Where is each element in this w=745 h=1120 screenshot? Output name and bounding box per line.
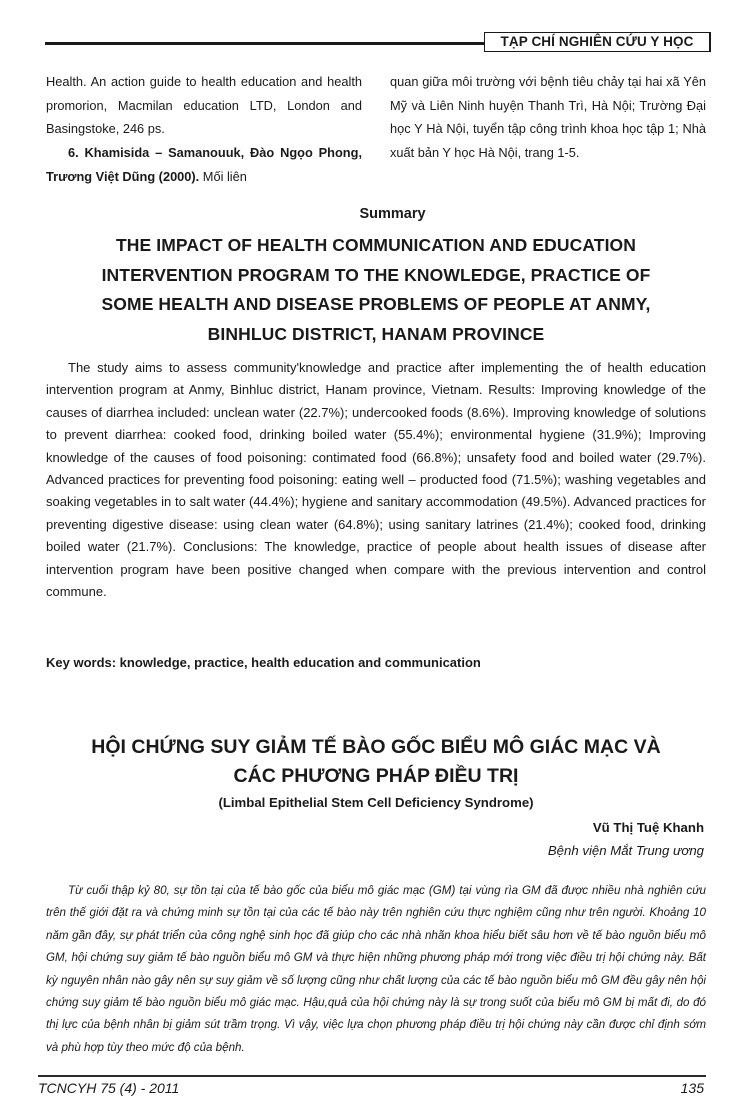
summary-title: [46, 231, 706, 349]
article-author: Vũ Thị Tuệ Khanh: [592, 820, 704, 835]
footer-rule: [38, 1075, 706, 1077]
references-right-column: [390, 70, 706, 165]
header-rule: [45, 42, 485, 45]
journal-name: TẠP CHÍ NGHIÊN CỨU Y HỌC: [484, 32, 711, 52]
summary-title-line: THE IMPACT OF HEALTH COMMUNICATION AND EDUCATION: [115, 235, 637, 255]
reference-6: [46, 141, 362, 188]
article-subtitle: (Limbal Epithelial Stem Cell Deficiency Syndrome): [218, 795, 534, 810]
references-left-column: [46, 70, 362, 189]
summary-label: Summary: [359, 206, 426, 222]
footer-issue: TCNCYH 75 (4) - 2011: [38, 1080, 180, 1096]
article-title-line: CÁC PHƯƠNG PHÁP ĐIỀU TRỊ: [233, 765, 519, 787]
page-number: 135: [680, 1080, 704, 1096]
summary-title-line: BINHLUC DISTRICT, HANAM PROVINCE: [207, 323, 545, 344]
article-affiliation: Bệnh viện Mắt Trung ương: [547, 843, 704, 858]
reference-continuation: Health. An action guide to health education and health promorion, Macmilan education LTD, London and Basingstoke, 246 ps.: [46, 74, 362, 137]
summary-abstract: The study aims to assess community'knowledge and practice after implementing the of health education intervention program at Anmy, Binhluc district, Hanam province, Vietnam. Results: Improving knowledge of the causes of diarrhea included: unclean water (22.7%); undercooked foods (8.6%). Improving knowledge of solutions to prevent diarrhea: cooked food, drinking boiled water (55.4%); environmental hygiene (31.9%); Improving knowledge of the causes of food poisoning: contimated food (66.8%); unsafety food and boiled water (29.7%). Advanced practices for preventing food poisoning: eating well – producted food (71.5%); washing vegetables and soaking vegetables in to salt water (44.4%); hygiene and sanitary accommodation (49.5%). Advanced practices for preventing digestive disease: using clean water (64.8%); using sanitary latrines (21.4%); cooked food, drinking boiled water (21.7%). Conclusions: The knowledge, practice of people about health issues of disease after intervention program have been positive changed when compare with the previous intervention and control commune.: [46, 360, 706, 600]
reference-6-continuation: quan giữa môi trường với bệnh tiêu chảy tại hai xã Yên Mỹ và Liên Ninh huyện Thanh Trì, Hà Nội; Trường Đại học Y Hà Nội, tuyển tập công trình khoa học tập 1; Nhà xuất bản Y học Hà Nội, trang 1-5.: [390, 74, 706, 161]
keywords: Key words: knowledge, practice, health education and communication: [46, 655, 481, 670]
article-title-line: HỘI CHỨNG SUY GIẢM TẾ BÀO GỐC BIỂU MÔ GIÁC MẠC VÀ: [91, 736, 661, 758]
article-title: [46, 733, 706, 791]
summary-title-line: SOME HEALTH AND DISEASE PROBLEMS OF PEOPLE AT ANMY,: [101, 294, 651, 314]
summary-title-line: INTERVENTION PROGRAM TO THE KNOWLEDGE, PRACTICE OF: [101, 264, 651, 285]
article-abstract: Từ cuối thập kỷ 80, sự tồn tại của tế bào gốc của biểu mô giác mạc (GM) tại vùng rìa GM đã được nhiều nhà nghiên cứu trên thế giới đặt ra và chứng minh sự tồn tại của các tế bào này trên nghiên cứu thực nghiệm cũng như trên người. Khoảng 10 năm gần đây, sự phát triển của công nghệ sinh học đã giúp cho các nhà nhãn khoa hiểu biết sâu hơn về tế bào nguồn biểu mô GM, hội chứng suy giảm tế bào nguồn biểu mô GM và thực hiện những phương pháp mới trong việc điều trị hội chứng này. Bất kỳ nguyên nhân nào gây nên sự suy giảm về số lượng cũng như chất lượng của các tế bào nguồn biểu mô GM đều gây nên hội chứng suy giảm tế bào nguồn biểu mô giác mạc. Hậu,quả của hội chứng này là sự trong suốt của biểu mô GM bị mất đi, do đó thị lực của bệnh nhân bị giảm sút trầm trọng. Vì vậy, việc lựa chọn phương pháp điều trị hội chứng này cần được chỉ định sớm và phù hợp tùy theo mức độ của bệnh.: [46, 884, 706, 1054]
reference-6-authors: 6. Khamisida – Samanouuk, Đào Ngọo Phong, Trương Việt Dũng (2000).: [46, 145, 362, 184]
reference-6-text: Mối liên: [199, 168, 247, 184]
